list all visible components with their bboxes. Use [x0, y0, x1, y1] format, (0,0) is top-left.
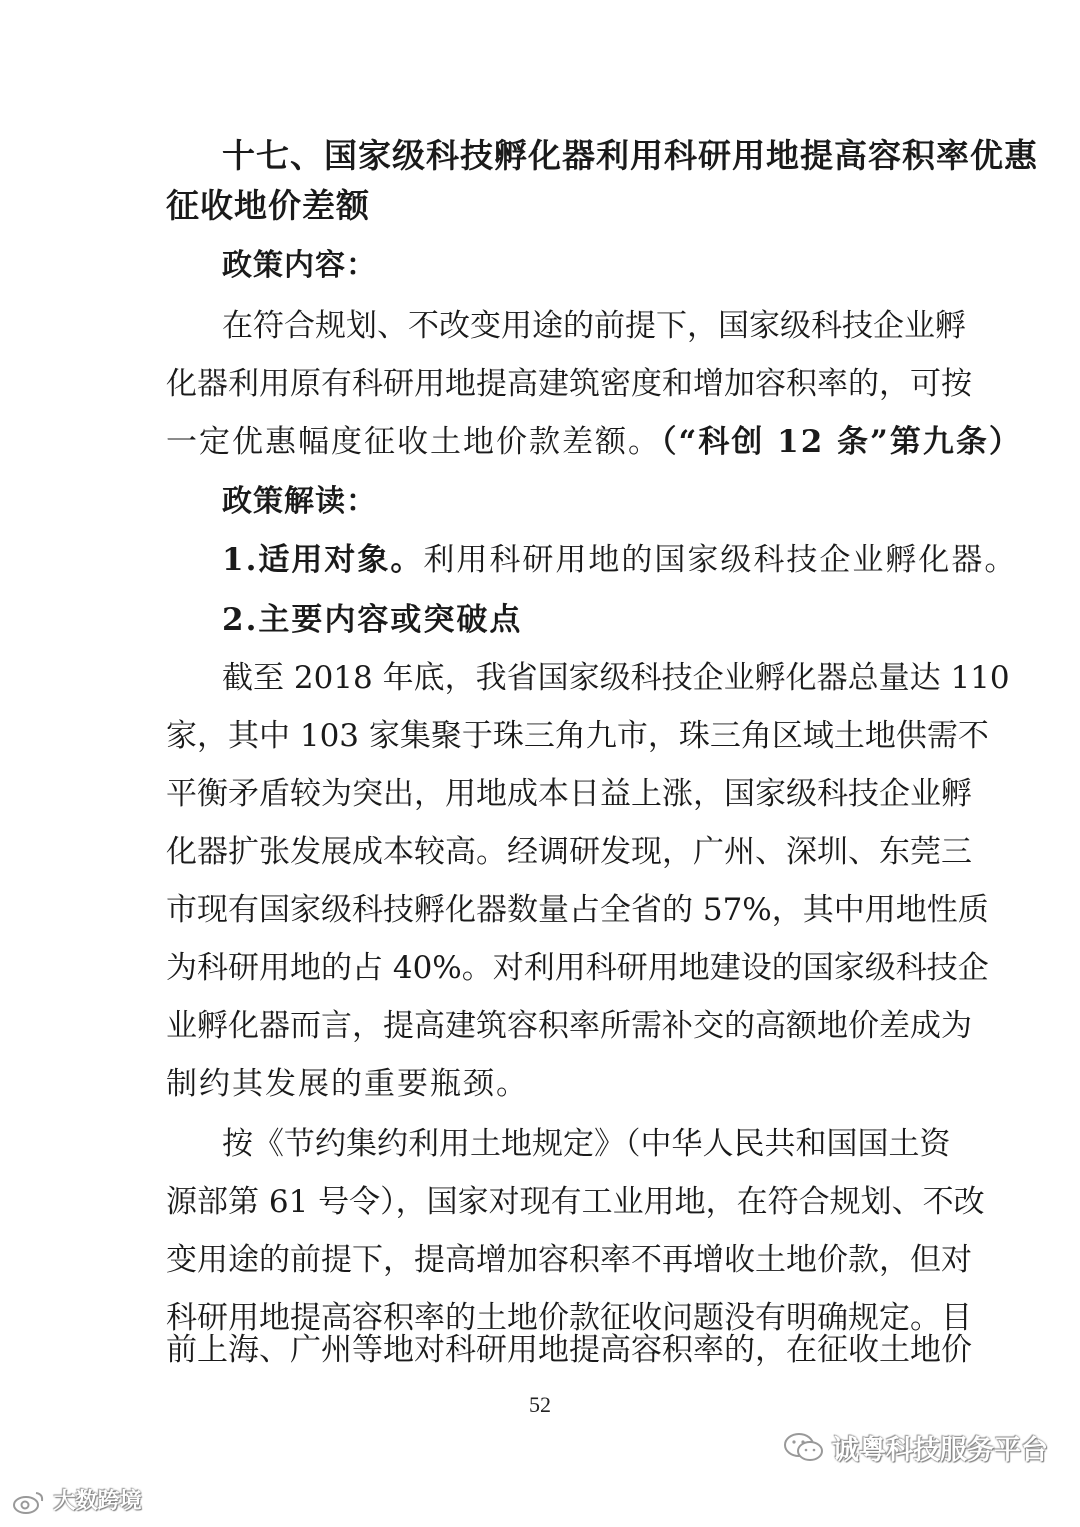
policy-source-reference: （“科创 12 条”第九条）: [661, 424, 1022, 460]
item-main-content-label: 2.主要内容或突破点: [222, 602, 523, 638]
watermark-weibo: [12, 1484, 142, 1515]
policy-interpretation-label: 政策解读：: [222, 484, 377, 519]
paragraph-line: 家，其中 103 家集聚于珠三角九市，珠三角区域土地供需不: [166, 718, 989, 754]
paragraph-line: 业孵化器而言，提高建筑容积率所需补交的高额地价差成为: [166, 1008, 972, 1044]
item-applicable-subject: [222, 540, 1018, 580]
item-text: 利用科研用地的国家级科技企业孵化器。: [423, 542, 1018, 578]
watermark-wechat: [782, 1428, 1048, 1467]
paragraph-line: 为科研用地的占 40%。对利用科研用地建设的国家级科技企: [166, 950, 989, 986]
paragraph-line: 截至 2018 年底，我省国家级科技企业孵化器总量达 110: [222, 660, 1010, 696]
weibo-icon: [12, 1490, 46, 1514]
paragraph-line: 市现有国家级科技孵化器数量占全省的 57%，其中用地性质: [166, 892, 989, 928]
policy-content-label: 政策内容：: [222, 248, 377, 283]
section-heading-line2: 征收地价差额: [166, 186, 370, 225]
paragraph-line: 科研用地提高容积率的土地价款征收问题没有明确规定。目: [166, 1300, 972, 1336]
policy-content-line: 化器利用原有科研用地提高建筑密度和增加容积率的，可按: [166, 366, 972, 402]
paragraph-line: 平衡矛盾较为突出，用地成本日益上涨，国家级科技企业孵: [166, 776, 972, 812]
wechat-icon: [782, 1431, 826, 1465]
paragraph-line: 化器扩张发展成本较高。经调研发现，广州、深圳、东莞三: [166, 834, 972, 870]
watermark-text: 诚粤科技服务平台: [832, 1435, 1048, 1466]
policy-content-text: 一定优惠幅度征收土地价款差额。: [166, 424, 661, 460]
watermark-text: 大数跨境: [53, 1489, 142, 1514]
paragraph-line: 前上海、广州等地对科研用地提高容积率的，在征收土地价: [166, 1332, 972, 1368]
page-number: 52: [529, 1392, 551, 1417]
item-label: 1.适用对象。: [222, 542, 424, 578]
paragraph-line: 变用途的前提下，提高增加容积率不再增收土地价款，但对: [166, 1242, 972, 1278]
paragraph-line: 按《节约集约利用土地规定》（中华人民共和国国土资: [222, 1126, 951, 1162]
section-heading-line1: 十七、国家级科技孵化器利用科研用地提高容积率优惠: [222, 136, 1038, 175]
paragraph-line: 源部第 61 号令），国家对现有工业用地，在符合规划、不改: [166, 1184, 985, 1220]
paragraph-line: 制约其发展的重要瓶颈。: [166, 1066, 529, 1102]
policy-content-line: [166, 422, 1022, 462]
policy-content-line: 在符合规划、不改变用途的前提下，国家级科技企业孵: [222, 308, 966, 344]
